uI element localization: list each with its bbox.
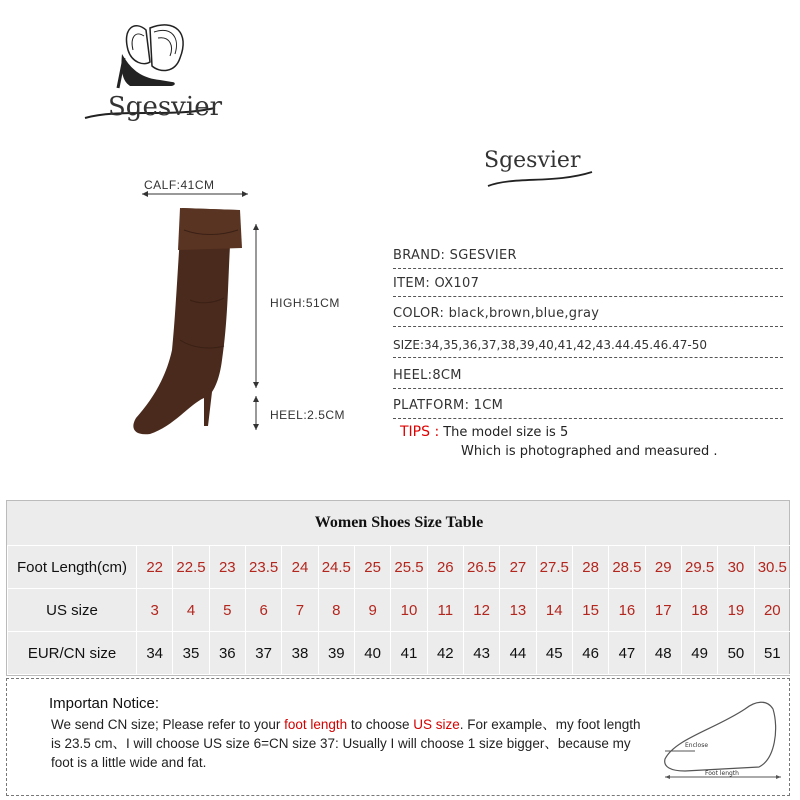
heel-measurement: HEEL:2.5CM xyxy=(270,408,346,422)
size-table-cell: 29 xyxy=(645,546,681,589)
size-table-cell: 36 xyxy=(209,632,245,675)
size-table-cell: 38 xyxy=(282,632,318,675)
size-table-cell: 13 xyxy=(500,589,536,632)
size-table-cell: 44 xyxy=(500,632,536,675)
spec-heel: HEEL:8CM xyxy=(393,364,783,389)
notice-text-3: . For example、my foot length is 23.5 cm、I will choose US size 6=CN size 37: Usually I will choose 1 size bigger、because my foot is a little wide and fat. xyxy=(51,717,641,770)
size-table-cell: 50 xyxy=(718,632,754,675)
size-table xyxy=(6,500,790,676)
notice-title: Importan Notice: xyxy=(49,695,160,712)
size-table-cell: 43 xyxy=(463,632,499,675)
size-table-cell: 27 xyxy=(500,546,536,589)
size-table-cell: 42 xyxy=(427,632,463,675)
size-table-cell: 26 xyxy=(427,546,463,589)
size-table-title: Women Shoes Size Table xyxy=(314,514,484,531)
enclose-label: Enclose xyxy=(685,742,709,749)
tips-line1: The model size is 5 xyxy=(443,425,569,440)
size-table-cell: 23.5 xyxy=(245,546,281,589)
size-table-cell: 27.5 xyxy=(536,546,572,589)
size-table-grid xyxy=(7,545,791,675)
size-table-cell: 22 xyxy=(137,546,173,589)
size-table-cell: 17 xyxy=(645,589,681,632)
boot-image xyxy=(120,180,370,440)
size-table-cell: 25.5 xyxy=(391,546,427,589)
brand-logo xyxy=(80,18,223,128)
notice-body xyxy=(51,715,641,772)
size-table-cell: 19 xyxy=(718,589,754,632)
calf-measurement: CALF:41CM xyxy=(144,178,215,192)
size-table-cell: 23 xyxy=(209,546,245,589)
size-table-cell: 48 xyxy=(645,632,681,675)
size-table-cell: 14 xyxy=(536,589,572,632)
size-table-cell: 45 xyxy=(536,632,572,675)
size-table-cell: 6 xyxy=(245,589,281,632)
high-measurement: HIGH:51CM xyxy=(270,296,340,310)
size-table-cell: 40 xyxy=(354,632,390,675)
size-table-cell: 3 xyxy=(137,589,173,632)
size-table-row xyxy=(8,546,791,589)
size-table-cell: 12 xyxy=(463,589,499,632)
brand-logo-text: Sgesvier xyxy=(108,92,223,122)
size-table-cell: 7 xyxy=(282,589,318,632)
size-table-cell: 9 xyxy=(354,589,390,632)
spec-item: ITEM: OX107 xyxy=(393,272,783,297)
tips xyxy=(400,424,568,440)
spec-color: COLOR: black,brown,blue,gray xyxy=(393,302,783,327)
size-table-row xyxy=(8,589,791,632)
spec-size: SIZE:34,35,36,37,38,39,40,41,42,43.44.45.46.47-50 xyxy=(393,333,783,358)
tips-line2: Which is photographed and measured . xyxy=(461,444,718,459)
foot-diagram xyxy=(655,689,787,784)
size-table-cell: 49 xyxy=(681,632,717,675)
notice-highlight-us-size: US size xyxy=(413,717,460,732)
size-table-row-label: EUR/CN size xyxy=(8,632,137,675)
size-table-cell: 8 xyxy=(318,589,354,632)
spec-brand: BRAND: SGESVIER xyxy=(393,244,783,269)
size-table-row-label: Foot Length(cm) xyxy=(8,546,137,589)
size-table-cell: 22.5 xyxy=(173,546,209,589)
size-table-cell: 18 xyxy=(681,589,717,632)
size-table-cell: 35 xyxy=(173,632,209,675)
size-table-cell: 41 xyxy=(391,632,427,675)
size-table-cell: 16 xyxy=(609,589,645,632)
size-table-cell: 4 xyxy=(173,589,209,632)
swoosh-icon xyxy=(484,148,594,193)
size-table-cell: 26.5 xyxy=(463,546,499,589)
size-table-cell: 24.5 xyxy=(318,546,354,589)
size-table-cell: 39 xyxy=(318,632,354,675)
foot-icon xyxy=(655,689,787,784)
size-table-cell: 15 xyxy=(572,589,608,632)
spec-platform: PLATFORM: 1CM xyxy=(393,394,783,419)
size-table-cell: 20 xyxy=(754,589,790,632)
size-table-cell: 24 xyxy=(282,546,318,589)
notice-text-1: We send CN size; Please refer to your xyxy=(51,717,285,732)
size-table-cell: 37 xyxy=(245,632,281,675)
size-table-cell: 29.5 xyxy=(681,546,717,589)
boot-figure xyxy=(120,180,370,440)
size-table-cell: 30.5 xyxy=(754,546,790,589)
size-table-cell: 46 xyxy=(572,632,608,675)
size-table-cell: 47 xyxy=(609,632,645,675)
size-table-row xyxy=(8,632,791,675)
foot-length-label: Foot length xyxy=(705,770,739,777)
notice-box xyxy=(6,678,790,796)
size-table-cell: 5 xyxy=(209,589,245,632)
brand-logo-small-text: Sgesvier xyxy=(484,148,581,173)
brand-logo-small xyxy=(484,148,594,193)
size-table-cell: 28 xyxy=(572,546,608,589)
size-table-row-label: US size xyxy=(8,589,137,632)
size-table-cell: 34 xyxy=(137,632,173,675)
notice-highlight-foot-length: foot length xyxy=(284,717,348,732)
tips-label: TIPS : xyxy=(400,424,440,440)
size-table-cell: 30 xyxy=(718,546,754,589)
size-table-cell: 10 xyxy=(391,589,427,632)
size-table-cell: 51 xyxy=(754,632,790,675)
size-table-cell: 11 xyxy=(427,589,463,632)
size-table-cell: 25 xyxy=(354,546,390,589)
size-table-cell: 28.5 xyxy=(609,546,645,589)
notice-text-2: to choose xyxy=(347,717,414,732)
